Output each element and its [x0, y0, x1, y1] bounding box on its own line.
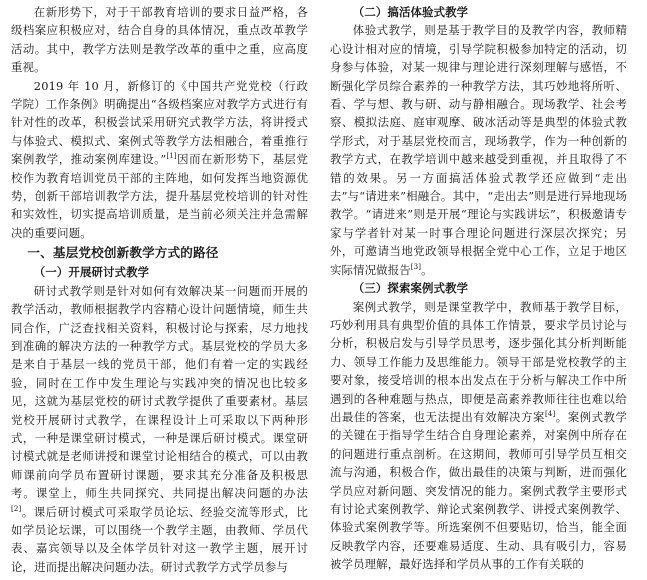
experience-paragraph: [330, 21, 627, 279]
research-paragraph: [11, 282, 308, 577]
regulation-text: 2019 年 10 月，新修订的《中国共产党党校（行政学院）工作条例》明确提出“各级档案应对教学方式进行有针对性的改革，积极尝试采用研究式教学方法，将讲授式与体验式、模拟式、案例式等教学方法相融合，着重推行案例教学，推动案例库建设。”: [11, 78, 308, 167]
regulation-text-tail: 因而在新形势下，基层党校作为教育培训党员干部的主阵地，如何发挥当地资源优势，创新干部培训教学方法，提升基层党校培训的针对性和实效性，切实提高培训质量，是当前必须关注并急需解决的重要问题。: [11, 152, 308, 240]
subheading-experience: （二）搞活体验式教学: [352, 5, 469, 19]
subheading-research: （一）开展研讨式教学: [33, 265, 150, 280]
research-text: 研讨式教学则是针对如何有效解决某一问题而开展的教学活动，教师根据教学内容精心设计问题情境，师生共同合作，广泛查找相关资料，积极讨论与探索，尽力地找到准确的解决方法的一种教学方式。基层党校的学员大多是来自于基层一线的党员干部，他们有着一定的实践经验，同时在工作中发生理论与实践冲突的情况也比较多见，这就为基层党校的研讨式教学提供了重要素材。基层党校开展研讨式教学，在课程设计上可采取以下两种形式，一种是课堂研讨模式，一种是课后研讨模式。课堂研讨模式就是老师讲授和课堂讨论相结合的模式，可以由教师课前向学员布置研讨课题，要求其充分准备及积极思考。课堂上，师生共同探究、共同提出解决问题的办法: [11, 283, 308, 501]
right-column: [330, 3, 627, 574]
experience-text: 体验式教学，则是基于教学目的及教学内容，教师精心设计相对应的情境，引导学院积极参加特定的活动，切身参与体验，对某一规律与理论进行深刻理解与感悟，不断强化学员综合素养的一种教学方法，其巧妙地将所听、看、学与想、教与研、动与静相融合。现场教学、社会考察、模拟法庭、庭审观摩、破冰活动等是典型的体验式教学形式，对于基层党校而言，现场教学，作为一种创新的教学方式，在教学培训中越来越受到重视，并且取得了不错的效果。另一方面搞活体验式教学还应做到“走出去”与“请进来”相融合。其中，“走出去”则是进行异地现场教学。“请进来”则是开展“理论与实践讲坛”，积极邀请专家与学者针对某一时事合理论问题进行深层次探究；另外，可邀请当地党政领导根据全党中心工作，立足于地区实际情况做报告: [330, 23, 627, 277]
regulation-paragraph: [11, 77, 308, 243]
citation-1: [1]: [166, 152, 177, 161]
subheading-case: （三）探索案例式教学: [352, 281, 469, 296]
experience-text-tail: 。: [421, 262, 433, 277]
intro-paragraph: 在新形势下，对于干部教育培训的要求日益严格，各级档案应积极应对，结合自身的具体情况，重点改革教学活动。其中，教学方法则是教学改革的重中之重，应高度重视。: [11, 5, 308, 75]
case-paragraph: [330, 298, 627, 574]
section-heading: 一、基层党校创新教学方式的路径: [27, 245, 219, 261]
citation-4: [4]: [544, 410, 556, 419]
citation-3: [3]: [410, 262, 422, 271]
research-text-tail: 。课后研讨模式可采取学员论坛、经验交流等形式，比如学员论坛课，可以围绕一个教学主题，由教师、学员代表、嘉宾领导以及全体学员针对这一教学主题，展开讨论，进而提出解决问题办法。研讨式教学方式学员参与: [11, 504, 308, 574]
case-text-tail: 。案例式教学的关键在于指导学生结合自身理论素养，对案例中所存在的问题进行重点剖析。在这期间，教师可引导学员互相交流与沟通，积极合作，做出最佳的决策与判断，进而强化学员应对新问题、突发情况的能力。案例式教学主要形式有讨论式案例教学、辩论式案例教学、讲授式案例教学、体验式案例教学等。所选案例不但要贴切，恰当，能全面反映教学内容，还要难易适度、生动、具有吸引力，容易被学员理解，最好选择和学员从事的工作有关联的: [330, 409, 627, 572]
case-text: 案例式教学，则是课堂教学中，教师基于教学目标，巧妙利用具有典型价值的具体工作情景，要求学员讨论与分析，积极启发与引导学员思考，逐步强化其分析判断能力、领导工作能力及思维能力。领导干部是党校教学的主要对象，接受培训的根本出发点在于分析与解决工作中所遇到的各种难题与热点，即便是高素养教师往往也难以给出最佳的答案，也无法提出有效解决方案: [330, 299, 627, 424]
citation-2: [2]: [11, 504, 22, 513]
left-column: [11, 3, 308, 576]
